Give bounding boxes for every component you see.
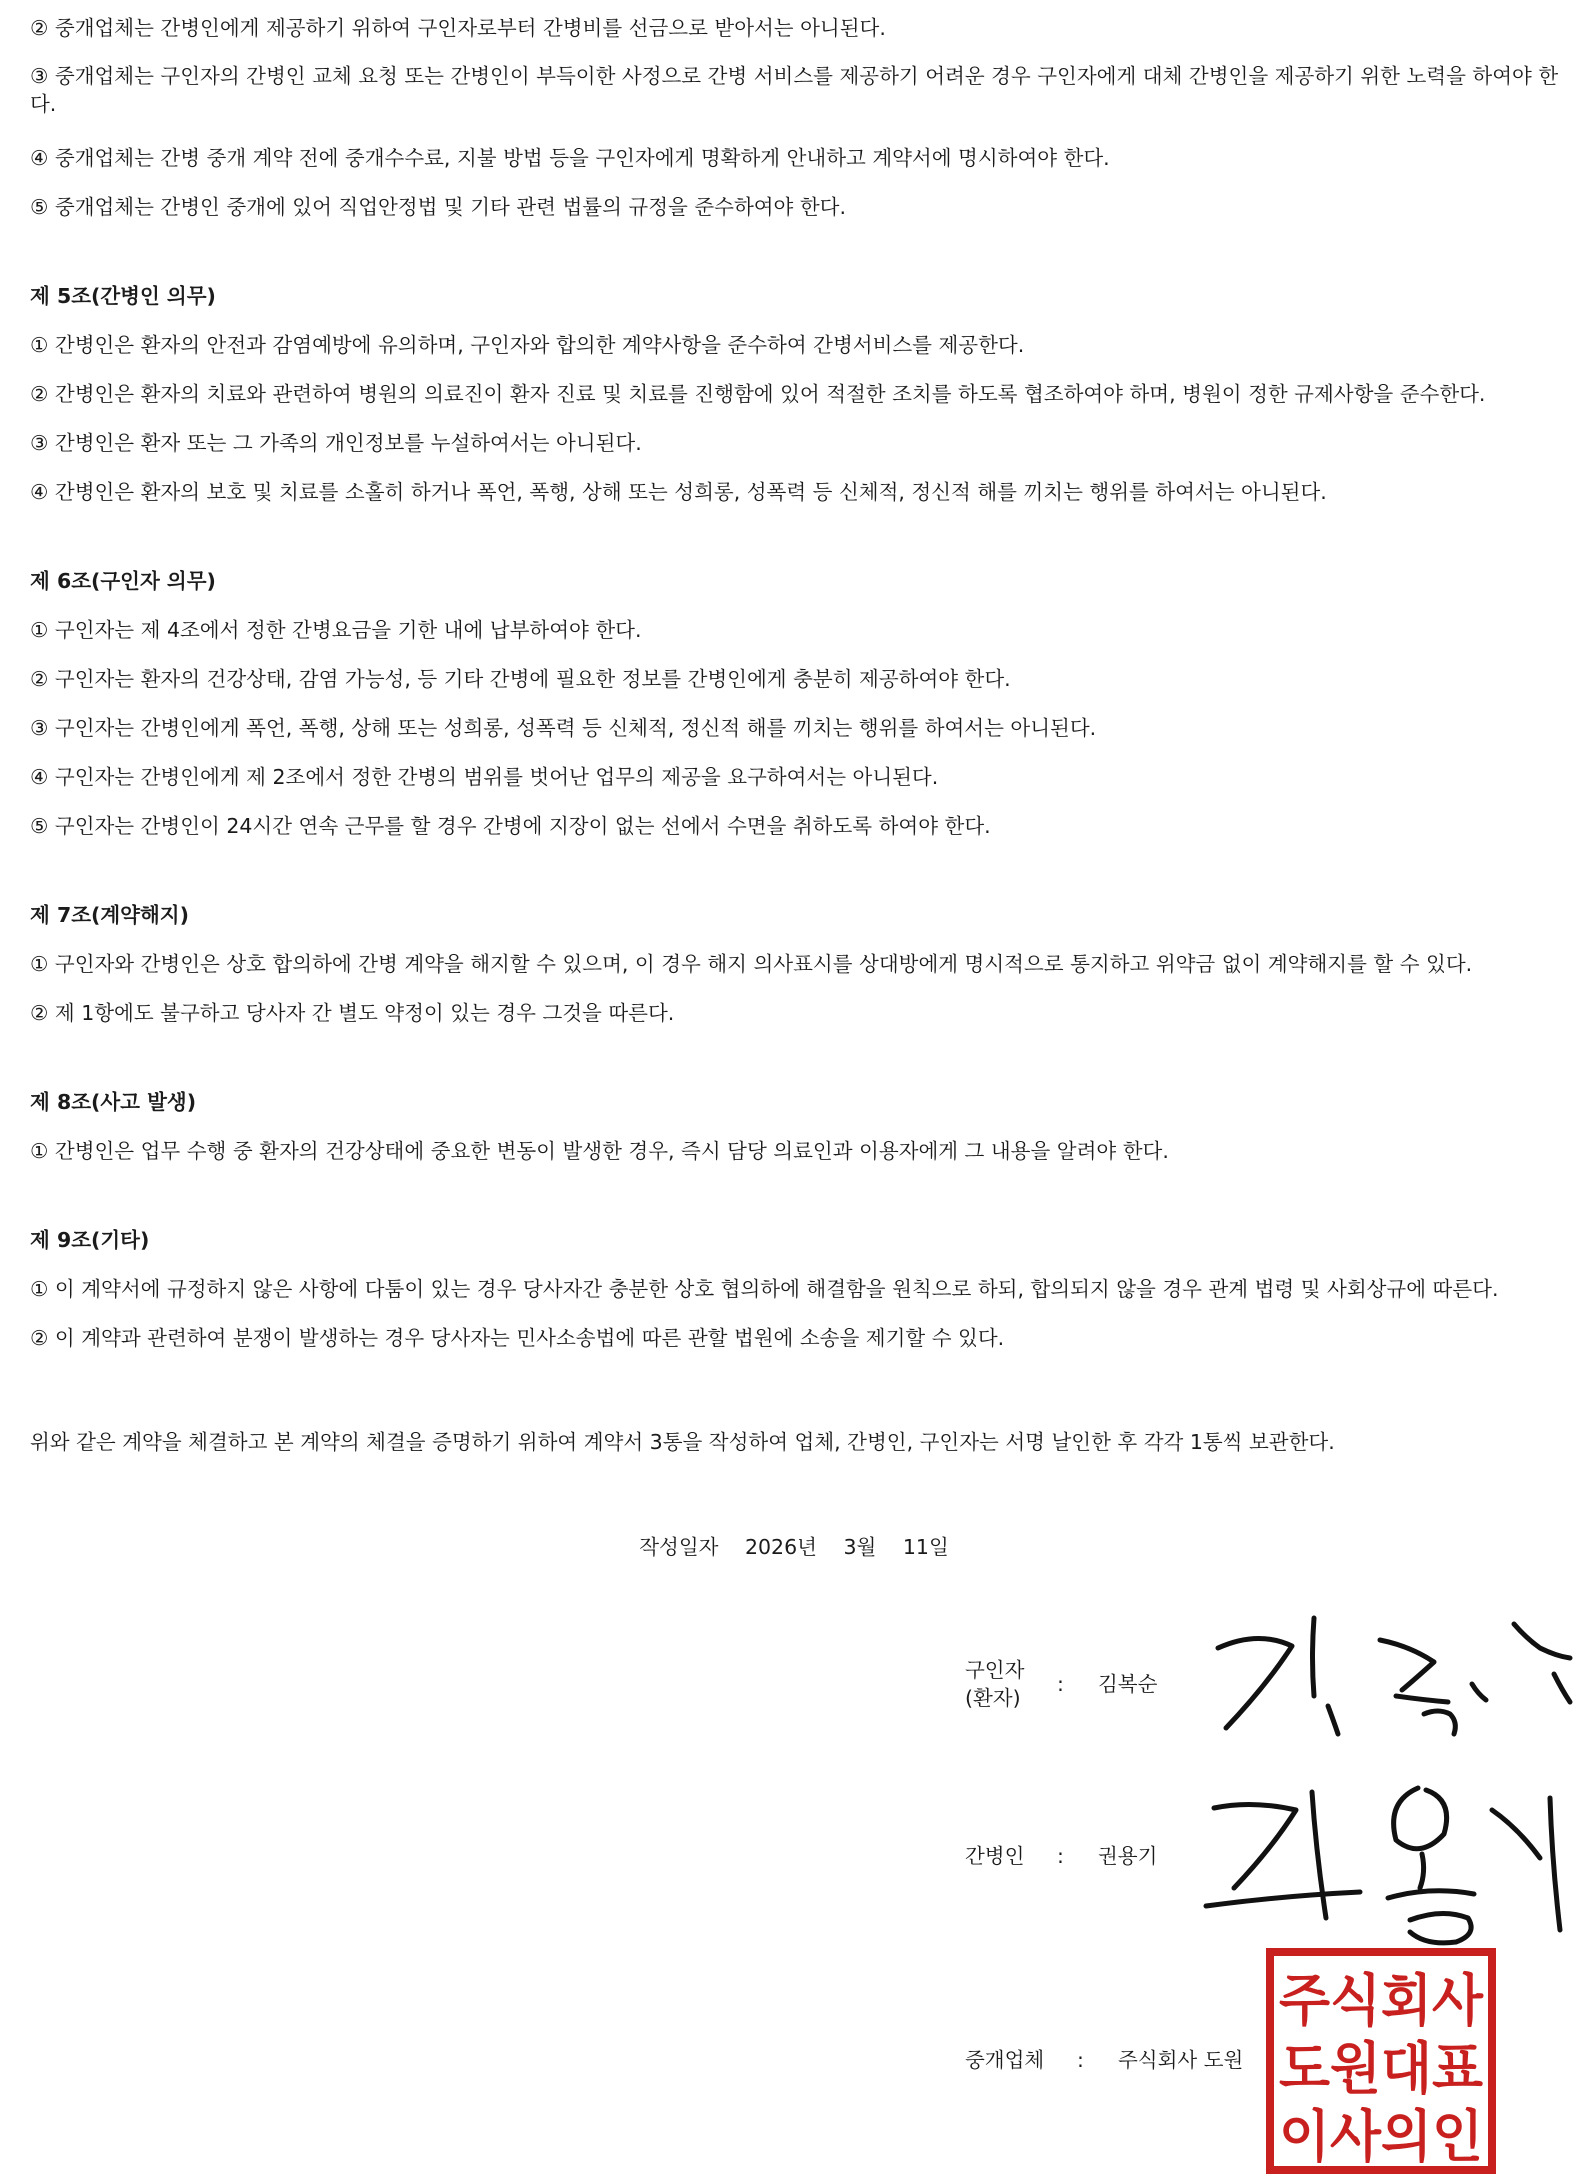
svg-text:이사의인: 이사의인 — [1279, 2105, 1483, 2170]
article7-item-2: ② 제 1항에도 불구하고 당사자 간 별도 약정이 있는 경우 그것을 따른다. — [30, 1001, 675, 1025]
article4-item-2: ② 중개업체는 간병인에게 제공하기 위하여 구인자로부터 간병비를 선금으로 받아서는 아니된다. — [30, 16, 886, 40]
article7-heading: 제 7조(계약해지) — [30, 903, 189, 927]
article9-heading: 제 9조(기타) — [30, 1228, 150, 1252]
svg-text:주식회사: 주식회사 — [1279, 1969, 1484, 2034]
article6-item-5: ⑤ 구인자는 간병인이 24시간 연속 근무를 할 경우 간병에 지장이 없는 선에서 수면을 취하도록 하여야 한다. — [30, 814, 991, 838]
article6-item-3: ③ 구인자는 간병인에게 폭언, 폭행, 상해 또는 성희롱, 성폭력 등 신체적, 정신적 해를 끼치는 행위를 하여서는 아니된다. — [30, 716, 1097, 740]
date-year: 2026년 — [744, 1535, 817, 1559]
article5-item-4: ④ 간병인은 환자의 보호 및 치료를 소홀히 하거나 폭언, 폭행, 상해 또는 성희롱, 성폭력 등 신체적, 정신적 해를 끼치는 행위를 하여서는 아니된다. — [30, 480, 1327, 504]
date-month: 3월 — [843, 1535, 877, 1559]
client-name: 김복순 — [1098, 1672, 1158, 1696]
caregiver-signature-row — [965, 1842, 1225, 1872]
article9-item-1: ① 이 계약서에 규정하지 않은 사항에 다툼이 있는 경우 당사자간 충분한 상호 협의하에 해결함을 원칙으로 하되, 합의되지 않을 경우 관계 법령 및 사회상규에 따른다. — [30, 1277, 1499, 1301]
caregiver-label: 간병인 — [965, 1844, 1025, 1868]
client-label — [965, 1656, 1024, 1712]
client-handwritten-signature — [1210, 1610, 1588, 1740]
agency-name: 주식회사 도원 — [1118, 2048, 1244, 2072]
closing-statement: 위와 같은 계약을 체결하고 본 계약의 체결을 증명하기 위하여 계약서 3통을 작성하여 업체, 간병인, 구인자는 서명 날인한 후 각각 1통씩 보관한다. — [30, 1430, 1335, 1454]
client-signature-row — [965, 1656, 1225, 1716]
article5-item-3: ③ 간병인은 환자 또는 그 가족의 개인정보를 누설하여서는 아니된다. — [30, 431, 642, 455]
article8-heading: 제 8조(사고 발생) — [30, 1090, 197, 1114]
article4-item-3: ③ 중개업체는 구인자의 간병인 교체 요청 또는 간병인이 부득이한 사정으로 간병 서비스를 제공하기 어려운 경우 구인자에게 대체 간병인을 제공하기 위한 노력을 하여야 한다. — [30, 64, 1559, 116]
client-colon: : — [1057, 1672, 1064, 1696]
article6-heading: 제 6조(구인자 의무) — [30, 569, 216, 593]
date-day: 11일 — [902, 1535, 949, 1559]
svg-text:도원대표: 도원대표 — [1279, 2037, 1483, 2102]
article5-item-2: ② 간병인은 환자의 치료와 관련하여 병원의 의료진이 환자 진료 및 치료를 진행함에 있어 적절한 조치를 하도록 협조하여야 하며, 병원이 정한 규제사항을 준수한다. — [30, 382, 1486, 406]
article6-item-4: ④ 구인자는 간병인에게 제 2조에서 정한 간병의 범위를 벗어난 업무의 제공을 요구하여서는 아니된다. — [30, 765, 939, 789]
company-seal-graphic — [1266, 1948, 1496, 2174]
article9-item-2: ② 이 계약과 관련하여 분쟁이 발생하는 경우 당사자는 민사소송법에 따른 관할 법원에 소송을 제기할 수 있다. — [30, 1326, 1005, 1350]
agency-signature-row — [965, 2046, 1265, 2076]
article5-heading: 제 5조(간병인 의무) — [30, 284, 216, 308]
article4-item-5: ⑤ 중개업체는 간병인 중개에 있어 직업안정법 및 기타 관련 법률의 규정을 준수하여야 한다. — [30, 195, 846, 219]
client-label-line1: 구인자 — [965, 1658, 1025, 1682]
caregiver-colon: : — [1057, 1844, 1064, 1868]
client-label-line2: (환자) — [965, 1686, 1021, 1710]
date-row — [0, 1533, 1588, 1561]
agency-label: 중개업체 — [965, 2048, 1045, 2072]
article8-item-1: ① 간병인은 업무 수행 중 환자의 건강상태에 중요한 변동이 발생한 경우, 즉시 담당 의료인과 이용자에게 그 내용을 알려야 한다. — [30, 1139, 1169, 1163]
caregiver-handwritten-signature — [1200, 1770, 1588, 1950]
company-seal-stamp — [1266, 1948, 1496, 2174]
article7-item-1: ① 구인자와 간병인은 상호 합의하에 간병 계약을 해지할 수 있으며, 이 경우 해지 의사표시를 상대방에게 명시적으로 통지하고 위약금 없이 계약해지를 할 수 있다. — [30, 952, 1473, 976]
agency-colon: : — [1077, 2048, 1084, 2072]
article6-item-1: ① 구인자는 제 4조에서 정한 간병요금을 기한 내에 납부하여야 한다. — [30, 618, 642, 642]
article6-item-2: ② 구인자는 환자의 건강상태, 감염 가능성, 등 기타 간병에 필요한 정보를 간병인에게 충분히 제공하여야 한다. — [30, 667, 1011, 691]
article4-item-4: ④ 중개업체는 간병 중개 계약 전에 중개수수료, 지불 방법 등을 구인자에게 명확하게 안내하고 계약서에 명시하여야 한다. — [30, 146, 1110, 170]
date-label: 작성일자 — [639, 1535, 719, 1559]
article5-item-1: ① 간병인은 환자의 안전과 감염예방에 유의하며, 구인자와 합의한 계약사항을 준수하여 간병서비스를 제공한다. — [30, 333, 1025, 357]
caregiver-name: 권용기 — [1098, 1844, 1158, 1868]
